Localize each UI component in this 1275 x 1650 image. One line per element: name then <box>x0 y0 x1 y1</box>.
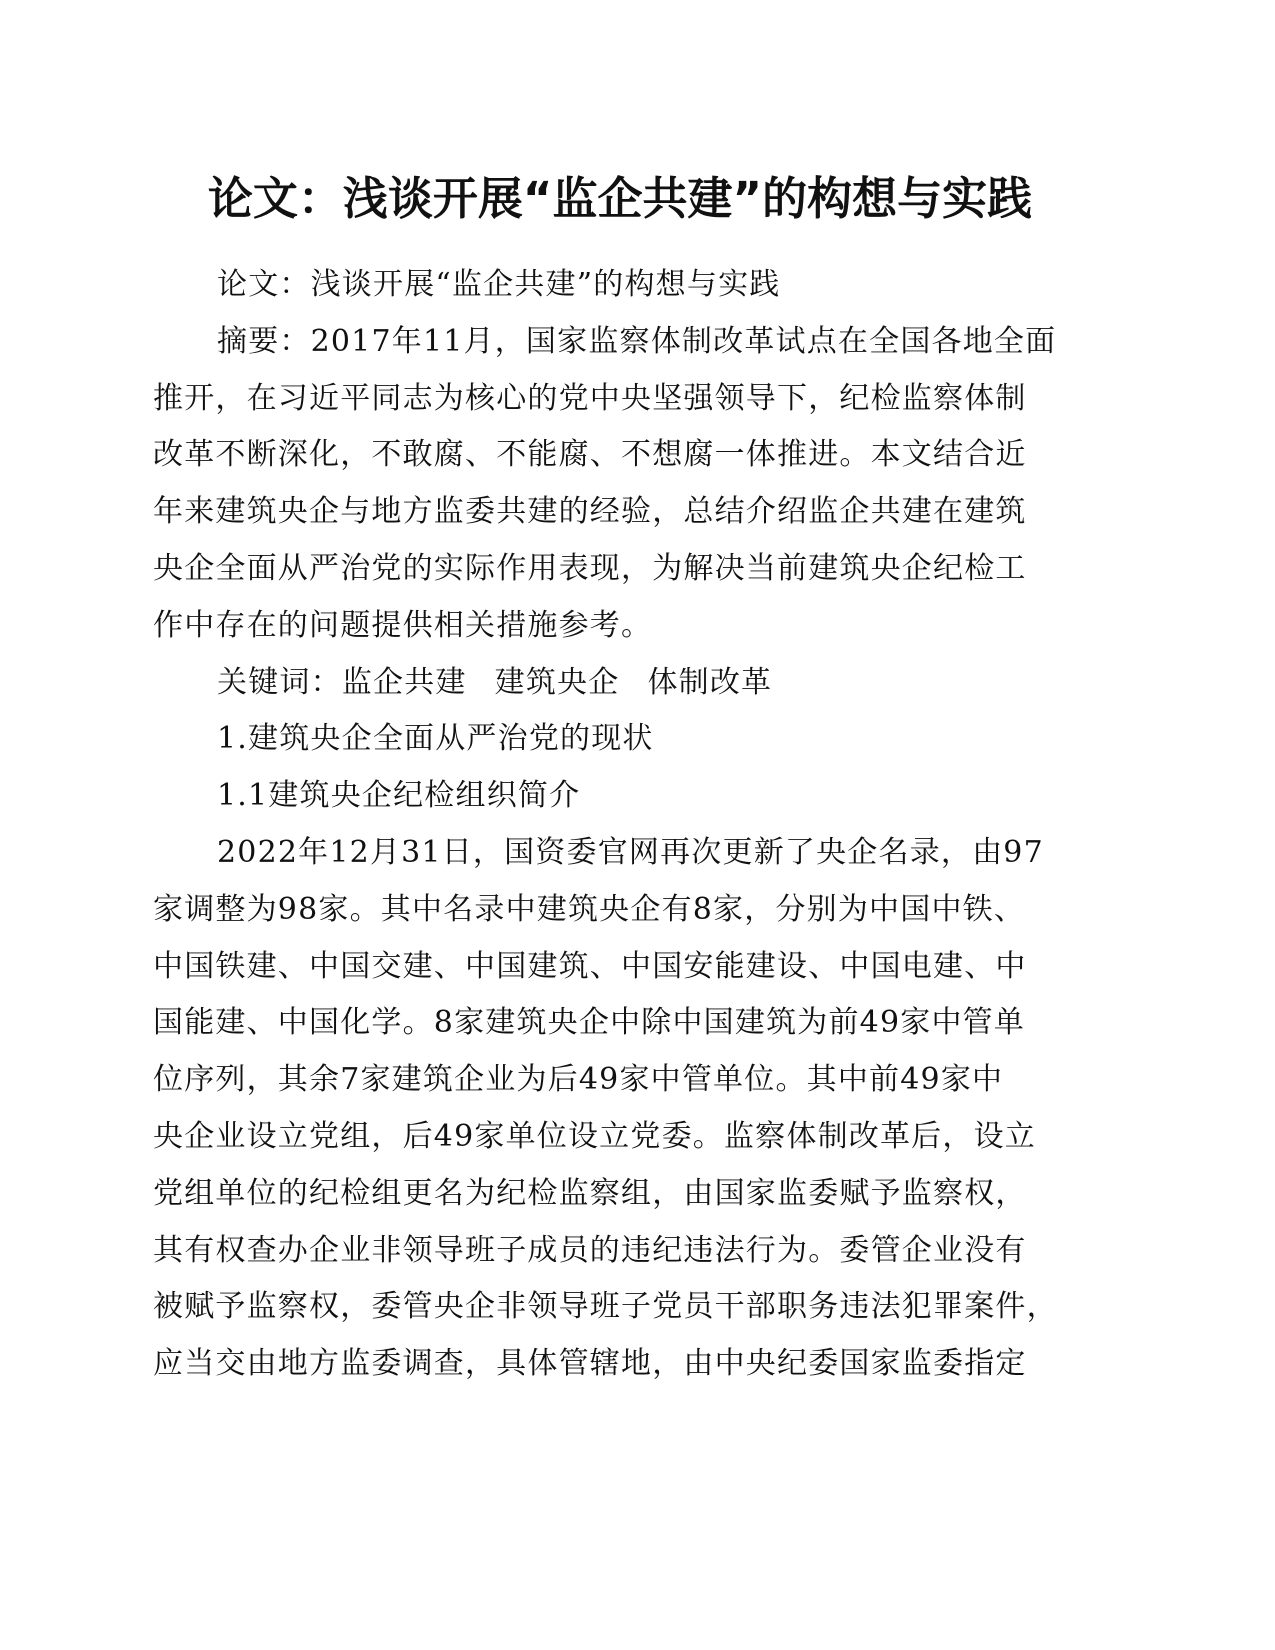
keyword-item: 体制改革 <box>647 664 773 700</box>
keyword-item: 建筑央企 <box>494 664 620 700</box>
body-line: 2022年12月31日，国资委官网再次更新了央企名录，由97 <box>217 834 1044 870</box>
body-line: 被赋予监察权，委管央企非领导班子党员干部职务违法犯罪案件， <box>153 1289 1058 1325</box>
body-line: 家调整为98家。其中名录中建筑央企有8家，分别为中国中铁、 <box>153 891 1026 927</box>
body-paragraph <box>153 825 1098 1393</box>
body-line: 其有权查办企业非领导班子成员的违纪违法行为。委管企业没有 <box>153 1232 1027 1268</box>
body-line: 应当交由地方监委调查，具体管辖地，由中央纪委国家监委指定 <box>153 1346 1027 1382</box>
body-line: 中国铁建、中国交建、中国建筑、中国安能建设、中国电建、中 <box>153 948 1027 984</box>
subtitle-paragraph: 论文：浅谈开展“监企共建”的构想与实践 <box>217 267 781 302</box>
abstract-line: 改革不断深化，不敢腐、不能腐、不想腐一体推进。本文结合近 <box>153 437 1027 473</box>
abstract-line: 推开，在习近平同志为核心的党中央坚强领导下，纪检监察体制 <box>153 380 1027 416</box>
body-line: 央企业设立党组，后49家单位设立党委。监察体制改革后，设立 <box>153 1118 1036 1154</box>
abstract-line: 摘要：2017年11月，国家监察体制改革试点在全国各地全面 <box>217 323 1057 359</box>
section-heading: 1.建筑央企全面从严治党的现状 <box>217 721 654 757</box>
abstract-line: 作中存在的问题提供相关措施参考。 <box>153 607 653 643</box>
document-title: 论文：浅谈开展“监企共建”的构想与实践 <box>207 172 1033 225</box>
keywords-label: 关键词： <box>217 664 342 700</box>
keyword-item: 监企共建 <box>341 664 467 700</box>
keywords-paragraph <box>153 655 1098 712</box>
abstract-line: 央企全面从严治党的实际作用表现，为解决当前建筑央企纪检工 <box>153 550 1027 586</box>
document-body <box>153 257 1098 1393</box>
subsection-heading: 1.1建筑央企纪检组织简介 <box>217 778 581 814</box>
abstract-paragraph <box>153 314 1098 655</box>
body-line: 位序列，其余7家建筑企业为后49家中管单位。其中前49家中 <box>153 1062 1004 1098</box>
body-line: 国能建、中国化学。8家建筑央企中除中国建筑为前49家中管单 <box>153 1005 1026 1041</box>
abstract-line: 年来建筑央企与地方监委共建的经验，总结介绍监企共建在建筑 <box>153 494 1027 530</box>
body-line: 党组单位的纪检组更名为纪检监察组，由国家监委赋予监察权， <box>153 1175 1027 1211</box>
